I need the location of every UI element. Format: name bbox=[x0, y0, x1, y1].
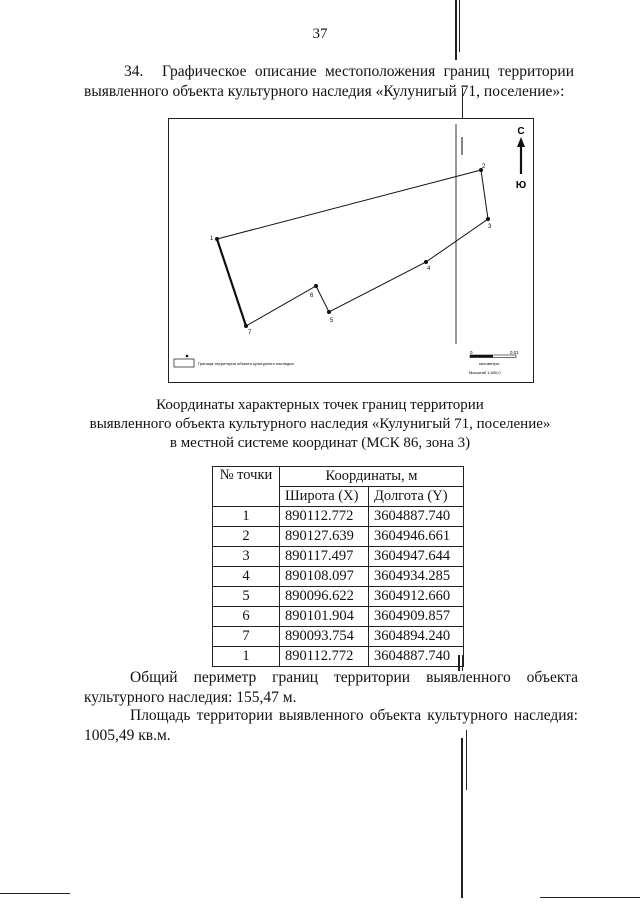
boundary-points bbox=[215, 168, 490, 328]
cell-latitude: 890127.639 bbox=[280, 527, 369, 547]
coordinates-title-line: выявленного объекта культурного наследия «Кулунигый 71, поселение» bbox=[89, 416, 551, 432]
coordinates-title bbox=[80, 396, 560, 453]
map-legend bbox=[174, 355, 294, 367]
coordinates-table bbox=[212, 466, 464, 667]
boundary-map bbox=[168, 118, 534, 383]
scale-bar bbox=[469, 350, 519, 375]
cell-latitude: 890093.754 bbox=[280, 627, 369, 647]
scale-unit: километры bbox=[479, 361, 500, 366]
table-row bbox=[213, 587, 464, 607]
compass-south-label: Ю bbox=[515, 180, 527, 191]
boundary-polygon bbox=[217, 170, 488, 326]
section-title: Графическое описание местоположения границ территории выявленного объекта культурного наследия «Кулунигый 71, поселение»: bbox=[84, 63, 574, 100]
scale-zero: 0 bbox=[470, 350, 473, 355]
header-coordinates: Координаты, м bbox=[280, 467, 464, 487]
cell-longitude: 3604894.240 bbox=[369, 627, 464, 647]
scan-margin-line bbox=[461, 738, 463, 898]
table-row bbox=[213, 527, 464, 547]
table-row bbox=[213, 567, 464, 587]
cell-point: 3 bbox=[213, 547, 280, 567]
cell-latitude: 890112.772 bbox=[280, 507, 369, 527]
section-heading bbox=[84, 62, 574, 102]
cell-latitude: 890101.904 bbox=[280, 607, 369, 627]
scan-margin-line bbox=[0, 893, 70, 894]
table-row bbox=[213, 607, 464, 627]
page-number: 37 bbox=[312, 26, 328, 42]
point-label: 3 bbox=[488, 224, 492, 230]
header-latitude: Широта (X) bbox=[280, 487, 369, 507]
boundary-map-svg bbox=[169, 119, 533, 382]
boundary-point bbox=[244, 324, 248, 328]
cell-latitude: 890096.622 bbox=[280, 587, 369, 607]
cell-point: 1 bbox=[213, 647, 280, 667]
point-label: 2 bbox=[482, 164, 486, 170]
area-paragraph bbox=[84, 706, 578, 746]
cell-longitude: 3604887.740 bbox=[369, 507, 464, 527]
cell-point: 5 bbox=[213, 587, 280, 607]
perimeter-text: Общий периметр границ территории выявленного объекта культурного наследия: 155,47 м. bbox=[84, 669, 578, 706]
scan-margin-line bbox=[540, 897, 640, 898]
cell-longitude: 3604946.661 bbox=[369, 527, 464, 547]
boundary-point bbox=[327, 310, 331, 314]
table-row bbox=[213, 627, 464, 647]
legend-label: Граница территории объекта культурного наследия bbox=[198, 361, 294, 366]
header-longitude: Долгота (Y) bbox=[369, 487, 464, 507]
cell-longitude: 3604912.660 bbox=[369, 587, 464, 607]
point-label: 6 bbox=[310, 293, 314, 299]
coordinates-title-line: Координаты характерных точек границ территории bbox=[156, 397, 484, 413]
scale-ratio: Масштаб 1:400,0 bbox=[469, 370, 501, 375]
coordinates-title-line: в местной системе координат (МСК 86, зона 3) bbox=[169, 435, 471, 451]
cell-longitude: 3604934.285 bbox=[369, 567, 464, 587]
area-text: Площадь территории выявленного объекта культурного наследия: 1005,49 кв.м. bbox=[84, 707, 578, 744]
cell-latitude: 890108.097 bbox=[280, 567, 369, 587]
perimeter-paragraph bbox=[84, 668, 578, 708]
table-row bbox=[213, 647, 464, 667]
cell-longitude: 3604947.644 bbox=[369, 547, 464, 567]
point-label: 4 bbox=[427, 266, 431, 272]
cell-point: 6 bbox=[213, 607, 280, 627]
section-number: 34. bbox=[124, 63, 144, 80]
cell-latitude: 890112.772 bbox=[280, 647, 369, 667]
cell-point: 7 bbox=[213, 627, 280, 647]
table-row bbox=[213, 547, 464, 567]
cell-point: 2 bbox=[213, 527, 280, 547]
cell-longitude: 3604909.857 bbox=[369, 607, 464, 627]
compass-north-label: С bbox=[517, 126, 525, 137]
point-label: 5 bbox=[330, 318, 334, 324]
boundary-segment-bold bbox=[217, 239, 246, 326]
point-label: 1 bbox=[210, 236, 214, 242]
boundary-point bbox=[486, 217, 490, 221]
table-header-row bbox=[213, 467, 464, 487]
point-label: 7 bbox=[248, 330, 252, 336]
header-point: № точки bbox=[213, 467, 280, 507]
boundary-point bbox=[314, 284, 318, 288]
cell-point: 4 bbox=[213, 567, 280, 587]
boundary-point bbox=[215, 237, 219, 241]
scale-max: 0,01 bbox=[510, 350, 519, 355]
cell-latitude: 890117.497 bbox=[280, 547, 369, 567]
north-arrow bbox=[516, 126, 526, 191]
cell-longitude: 3604887.740 bbox=[369, 647, 464, 667]
cell-point: 1 bbox=[213, 507, 280, 527]
table-row bbox=[213, 507, 464, 527]
boundary-point bbox=[424, 260, 428, 264]
